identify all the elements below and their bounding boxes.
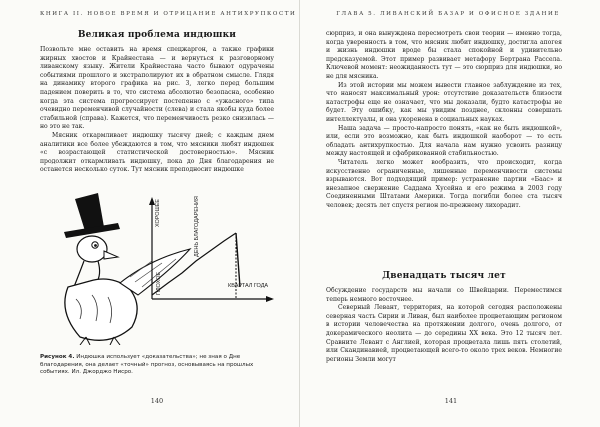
axis-label-quarter: КВАРТАЛ ГОДА [228,283,269,289]
section-heading: Великая проблема индюшки [77,30,237,40]
paragraph: Мясник откармливает индюшку тысячу дней; с каждым днем аналитики все более убеждаются в том, что мясники любят индюшек «с возрастающей статистической достоверностью». Мясник продолжит откармливать индюшку, пока до Дня благодарения не останется несколько суток. Тут мясник преподносит индюшке [40,131,274,174]
body-text-bottom [326,287,562,364]
turkey-drawing [40,187,274,345]
page-number: 141 [444,397,458,405]
axis-label-bad: ПЛОХОЕ [156,271,162,295]
page-number: 140 [150,397,164,405]
paragraph: Из этой истории мы можем вывести главное заблуждение из тех, что наносят максимальный урон: отсутствие доказательств близости катастрофы еще не означает, что мы доказали, будто катастрофы не будет. Эту ошибку, как мы увидим позднее, склонны совершать интеллектуалы, и она укоренена в социальных науках. [326,81,562,123]
running-head: ГЛАВА 5. ЛИВАНСКИЙ БАЗАР И ОФИСНОЕ ЗДАНИЕ [336,11,560,17]
paragraph: сюрприз, и она вынуждена пересмотреть свои теории — именно тогда, когда уверенность в том, что мясник любит индюшку, достигла апогея и жизнь индюшки вроде бы стала спокойной и удивительно предсказуемой. Этот пример развивает метафору Бертрана Рассела. Ключевой момент: неожиданность тут — это сюрприз для индюшки, но не для мясника. [326,30,562,80]
label-thanksgiving: ДЕНЬ БЛАГОДАРЕНИЯ [194,196,200,257]
caption-text: Индюшка использует «доказательства»; не зная о Дне благодарения, она делает «точный» прогноз, основываясь на прошлых событиях. Ил. Джорджо Нисро. [40,354,254,376]
paragraph: Северный Левант, территория, на которой сегодня расположены северная часть Сирии и Ливан, был наиболее процветающим регионом в истории человечества на протяжении долгого, очень долгого, от докерамического неолита — до середины XX века. Это 12 тысяч лет. Сравните Левант с Англией, которая процветала лишь пять столетий, или Скандинавией, процветающей всего-то около трех веков. Немногие регионы Земли могут [326,304,562,363]
axis-label-good: ХОРОШЕЕ [155,199,161,227]
turkey-illustration [40,187,274,345]
body-text [40,46,274,175]
paragraph: Наша задача — просто-напросто понять, «как не быть индюшкой», или, если это возможно, как быть индюшкой наоборот — то есть обладать антихрупкостью. Для начала нам нужно усвоить разницу между настоящей и сфабрикованной стабильностью. [326,124,562,158]
running-head: КНИГА II. НОВОЕ ВРЕМЯ И ОТРИЦАНИЕ АНТИХРУПКОСТИ [40,11,297,17]
body-text-top [326,30,562,210]
paragraph: Читатель легко может вообразить, что происходит, когда искусственно ограниченные, лишенные переменчивости системы взрываются. Вот подходящий пример: устранение партии «Баас» и внезапное свержение Саддама Хусейна и его режима в 2003 году Соединенными Штатами Америки. Тогда погибли более ста тысяч человек; десять лет спустя регион по-прежнему лихорадит. [326,158,562,209]
section-heading: Двенадцать тысяч лет [382,271,506,281]
paragraph: Обсуждение государств мы начали со Швейцарии. Переместимся теперь немного восточнее. [326,287,562,303]
figure-caption [40,354,274,377]
caption-label: Рисунок 4. [40,354,75,360]
paragraph: Позвольте мне оставить на время спецжаргон, а также графики жирных хвостов и Крайнестана — и вернуться к разговорному ливанскому языку. Жители Крайнестана часто бывают одурачены событиями прошлого и экстраполируют их в обратном смысле. Глядя на динамику второго графика на рис. 3, легко перед большим падением поверить в то, что система абсолютно безопасна, особенно когда эта система прогрессирует постепенно с «ужасного» типа очевидно переменчивой случайности (слева) и стала якобы куда более стабильной (справа). Кажется, что переменчивость резко снизилась — но это не так. [40,46,274,131]
right-page [300,0,600,427]
